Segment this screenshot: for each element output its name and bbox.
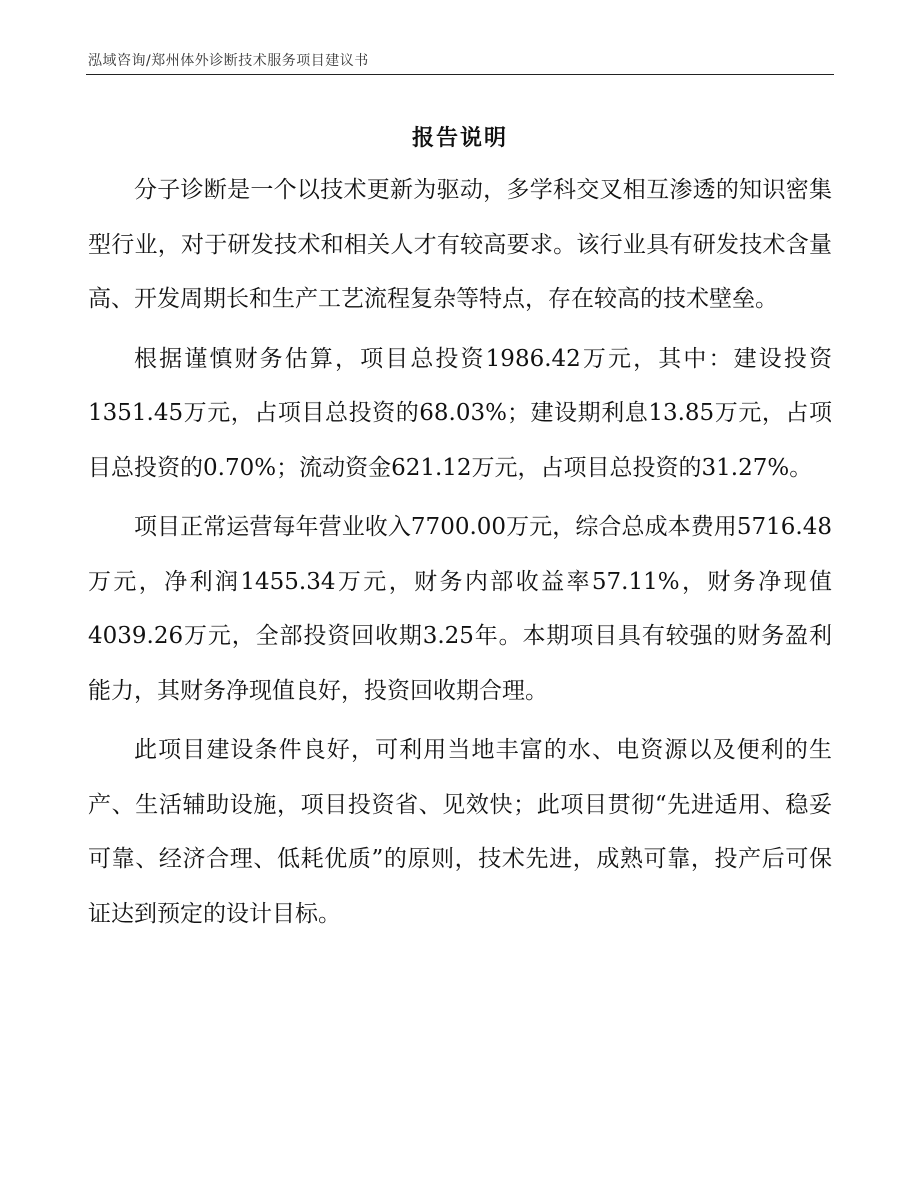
running-header: 泓域咨询/郑州体外诊断技术服务项目建议书 xyxy=(88,53,369,69)
paragraph-industry: 分子诊断是一个以技术更新为驱动，多学科交叉相互渗透的知识密集型行业，对于研发技术和相关人才有较高要求。该行业具有研发技术含量高、开发周期长和生产工艺流程复杂等特点，存在较高的技术壁垒。 xyxy=(88,177,832,312)
report-body xyxy=(88,163,832,946)
page-title: 报告说明 xyxy=(411,126,508,151)
paragraph-conditions: 此项目建设条件良好，可利用当地丰富的水、电资源以及便利的生产、生活辅助设施，项目投资省、见效快；此项目贯彻“先进适用、稳妥可靠、经济合理、低耗优质”的原则，技术先进，成熟可靠，投产后可保证达到预定的设计目标。 xyxy=(88,737,832,927)
paragraph-financials: 项目正常运营每年营业收入7700.00万元，综合总成本费用5716.48万元，净利润1455.34万元，财务内部收益率57.11%，财务净现值4039.26万元，全部投资回收期3.25年。本期项目具有较强的财务盈利能力，其财务净现值良好，投资回收期合理。 xyxy=(88,514,832,704)
header-divider xyxy=(86,74,834,75)
paragraph-investment: 根据谨慎财务估算，项目总投资1986.42万元，其中：建设投资1351.45万元，占项目总投资的68.03%；建设期利息13.85万元，占项目总投资的0.70%；流动资金621.12万元，占项目总投资的31.27%。 xyxy=(88,345,832,481)
